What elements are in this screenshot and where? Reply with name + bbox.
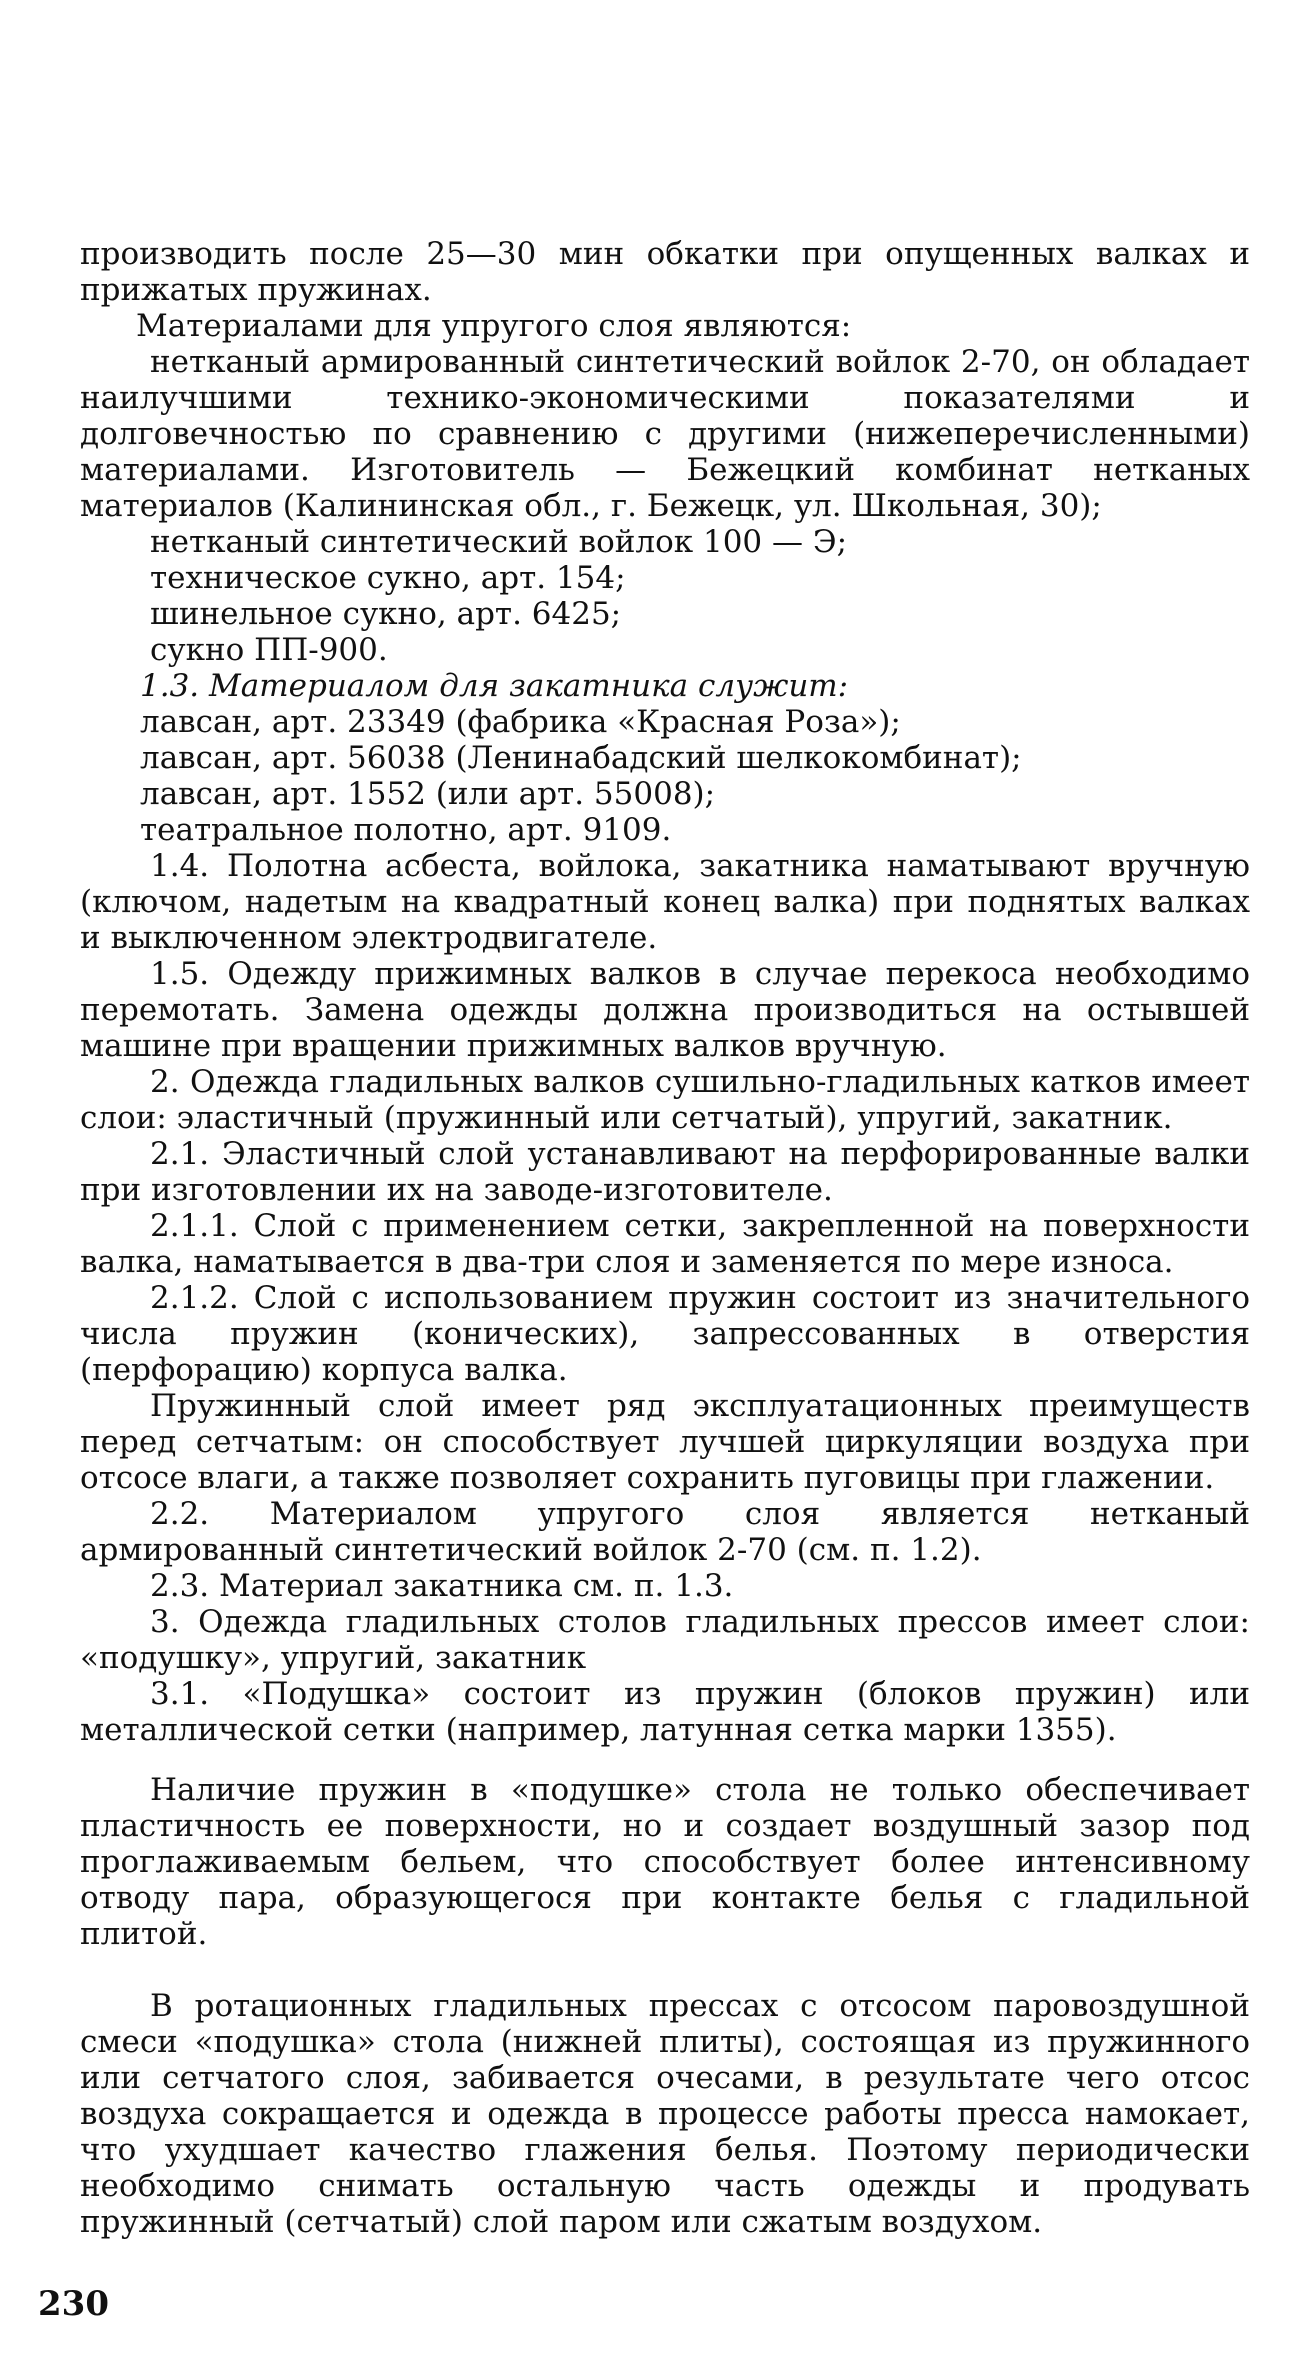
paragraph-continuation: производить после 25—30 мин обкатки при опущенных валках и прижатых пружинах. xyxy=(80,236,1250,308)
paragraph-felt-2-70: нетканый армированный синтетический войлок 2-70, он обладает наилучшими технико-экономическими показателями и долговечностью по сравнению с другими (нижеперечисленными) материалами. Изготовитель — Бежецкий комбинат нетканых материалов (Калининская обл., г. Бежецк, ул. Школьная, 30); xyxy=(80,344,1250,524)
paragraph-2-3: 2.3. Материал закатника см. п. 1.3. xyxy=(150,1568,734,1604)
paragraph-2: 2. Одежда гладильных валков сушильно-гладильных катков имеет слои: эластичный (пружинный или сетчатый), упругий, закатник. xyxy=(80,1064,1250,1136)
list-item-lavsan-56038: лавсан, арт. 56038 (Ленинабадский шелкокомбинат); xyxy=(140,740,1022,776)
page-number: 230 xyxy=(38,2284,109,2324)
paragraph-2-1-1: 2.1.1. Слой с применением сетки, закрепленной на поверхности валка, наматывается в два-три слоя и заменяется по мере износа. xyxy=(80,1208,1250,1280)
list-item-lavsan-23349: лавсан, арт. 23349 (фабрика «Красная Роза»); xyxy=(140,704,901,740)
paragraph-2-1: 2.1. Эластичный слой устанавливают на перфорированные валки при изготовлении их на заводе-изготовителе. xyxy=(80,1136,1250,1208)
list-item-lavsan-1552: лавсан, арт. 1552 (или арт. 55008); xyxy=(140,776,716,812)
paragraph-2-2: 2.2. Материалом упругого слоя является нетканый армированный синтетический войлок 2-70 (см. п. 1.2). xyxy=(80,1496,1250,1568)
list-item-felt-100: нетканый синтетический войлок 100 — Э; xyxy=(150,524,848,560)
paragraph-2-1-2: 2.1.2. Слой с использованием пружин состоит из значительного числа пружин (конических), запрессованных в отверстия (перфорацию) корпуса валка. xyxy=(80,1280,1250,1388)
paragraph-elastic-materials-intro: Материалами для упругого слоя являются: xyxy=(136,308,852,344)
paragraph-spring-layer: Пружинный слой имеет ряд эксплуатационных преимуществ перед сетчатым: он способствует лучшей циркуляции воздуха при отсосе влаги, а также позволяет сохранить пуговицы при глажении. xyxy=(80,1388,1250,1496)
paragraph-3-1: 3.1. «Подушка» состоит из пружин (блоков пружин) или металлической сетки (например, латунная сетка марки 1355). xyxy=(80,1676,1250,1748)
list-item-cloth-pp900: сукно ПП-900. xyxy=(150,632,388,668)
paragraph-3: 3. Одежда гладильных столов гладильных прессов имеет слои: «подушку», упругий, закатник xyxy=(80,1604,1250,1676)
list-item-tech-cloth: техническое сукно, арт. 154; xyxy=(150,560,626,596)
paragraph-springs-cushion: Наличие пружин в «подушке» стола не только обеспечивает пластичность ее поверхности, но и создает воздушный зазор под проглаживаемым бельем, что способствует более интенсивному отводу пара, образующегося при контакте белья с гладильной плитой. xyxy=(80,1772,1250,1952)
paragraph-1-5: 1.5. Одежду прижимных валков в случае перекоса необходимо перемотать. Замена одежды должна производиться на остывшей машине при вращении прижимных валков вручную. xyxy=(80,956,1250,1064)
list-item-theatre-cloth: театральное полотно, арт. 9109. xyxy=(140,812,672,848)
section-heading-1-3: 1.3. Материалом для закатника служит: xyxy=(140,668,849,704)
body-text xyxy=(80,236,1250,2240)
paragraph-1-4: 1.4. Полотна асбеста, войлока, закатника наматывают вручную (ключом, надетым на квадратный конец валка) при поднятых валках и выключенном электродвигателе. xyxy=(80,848,1250,956)
paragraph-rotary-presses: В ротационных гладильных прессах с отсосом паровоздушной смеси «подушка» стола (нижней плиты), состоящая из пружинного или сетчатого слоя, забивается очесами, в результате чего отсос воздуха сокращается и одежда в процессе работы пресса намокает, что ухудшает качество глажения белья. Поэтому периодически необходимо снимать остальную часть одежды и продувать пружинный (сетчатый) слой паром или сжатым воздухом. xyxy=(80,1988,1250,2240)
list-item-greatcoat-cloth: шинельное сукно, арт. 6425; xyxy=(150,596,622,632)
